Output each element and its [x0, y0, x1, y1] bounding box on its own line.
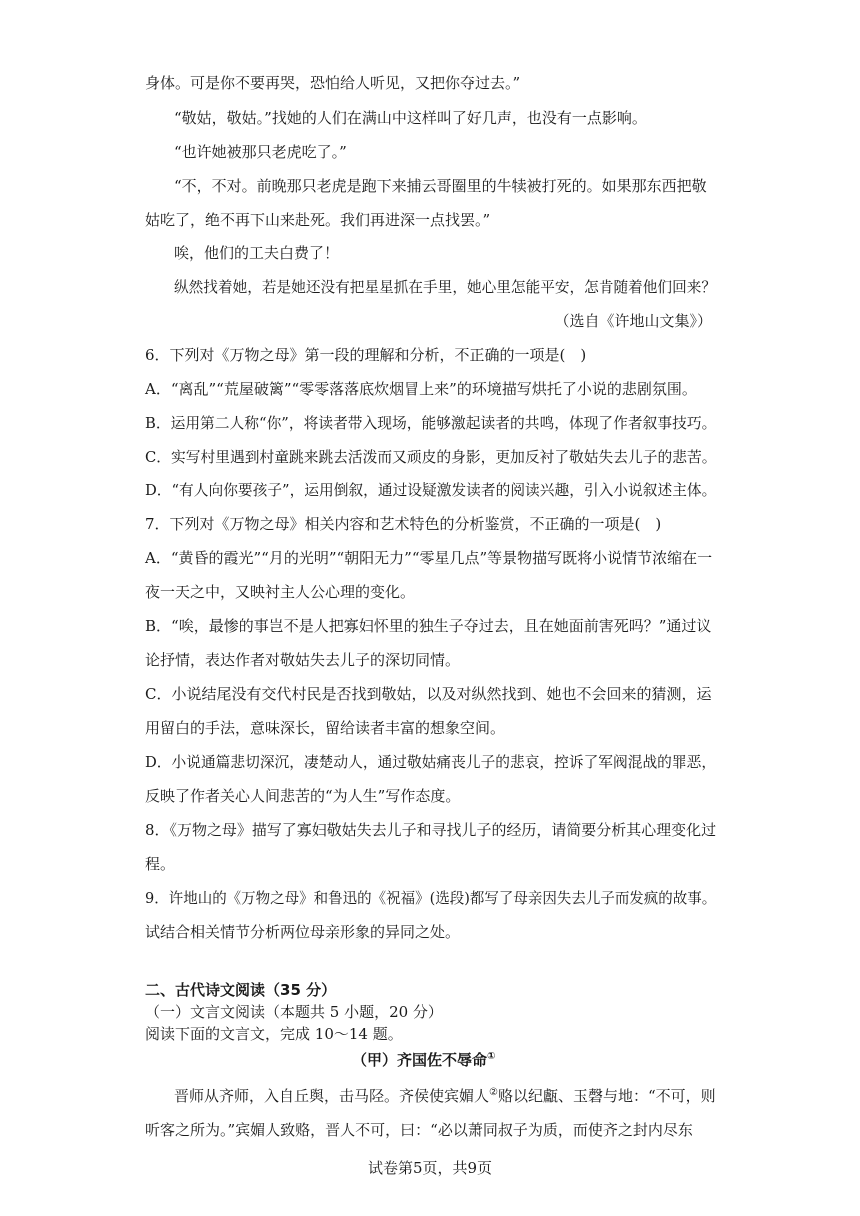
passage-title-text: （甲）齐国佐不辱命 [352, 1051, 488, 1069]
passage-title [352, 1050, 495, 1070]
q6-option-c: C．实写村里遇到村童跳来跳去活泼而又顽皮的身影，更加反衬了敬姑失去儿子的悲苦。 [145, 448, 717, 466]
subsection-heading: （一）文言文阅读（本题共 5 小题，20 分） [145, 1003, 443, 1021]
passage-line-1-part-a: 晋师从齐师，入自丘舆，击马陉。齐侯使宾媚人 [174, 1087, 490, 1105]
reading-instruction: 阅读下面的文言文，完成 10～14 题。 [145, 1025, 403, 1043]
footnote-marker-1: ① [487, 1051, 496, 1062]
story-line-2: “敬姑，敬姑。”找她的人们在满山中这样叫了好几声，也没有一点影响。 [174, 109, 647, 127]
q6-option-a: A．“离乱”“荒屋破篱”“零零落落底炊烟冒上来”的环境描写烘托了小说的悲剧氛围。 [145, 380, 697, 398]
story-line-1: 身体。可是你不要再哭，恐怕给人听见，又把你夺过去。” [145, 74, 521, 92]
page-footer: 试卷第5页，共9页 [367, 1159, 493, 1177]
footnote-marker-2: ② [489, 1087, 498, 1098]
q7-option-c-line-1: C．小说结尾没有交代村民是否找到敬姑，以及对纵然找到、她也不会回来的猜测，运 [145, 685, 712, 703]
section-heading: 二、古代诗文阅读（35 分） [145, 981, 337, 999]
passage-line-2: 听客之所为。”宾媚人致赂，晋人不可，曰：“必以萧同叔子为质，而使齐之封内尽东 [145, 1121, 693, 1139]
q9-line-1: 9．许地山的《万物之母》和鲁迅的《祝福》(选段)都写了母亲因失去儿子而发疯的故事。 [145, 889, 717, 907]
story-line-7: 纵然找着她，若是她还没有把星星抓在手里，她心里怎能平安，怎肯随着他们回来？ [174, 278, 717, 296]
story-line-4: “不，不对。前晚那只老虎是跑下来捕云哥圈里的牛犊被打死的。如果那东西把敬 [174, 177, 707, 195]
q7-option-a-line-1: A．“黄昏的霞光”“月的光明”“朝阳无力”“零星几点”等景物描写既将小说情节浓缩在一 [145, 549, 713, 567]
q7-option-d-line-2: 反映了作者关心人间悲苦的“为人生”写作态度。 [145, 787, 461, 805]
q8-line-1: 8．《万物之母》描写了寡妇敬姑失去儿子和寻找儿子的经历，请简要分析其心理变化过 [145, 821, 717, 839]
q8-line-2: 程。 [145, 855, 176, 873]
q7-option-c-line-2: 用留白的手法，意味深长，留给读者丰富的想象空间。 [145, 719, 506, 737]
q7-option-b-line-1: B．“唉，最惨的事岂不是人把寡妇怀里的独生子夺过去，且在她面前害死吗？”通过议 [145, 617, 712, 635]
q9-line-2: 试结合相关情节分析两位母亲形象的异同之处。 [145, 923, 461, 941]
story-line-5: 姑吃了，绝不再下山来赴死。我们再进深一点找罢。” [145, 211, 491, 229]
q7-option-d-line-1: D．小说通篇悲切深沉，凄楚动人，通过敬姑痛丧儿子的悲哀，控诉了军阀混战的罪恶， [145, 753, 717, 771]
story-line-3: “也许她被那只老虎吃了。” [174, 143, 347, 161]
q7-option-b-line-2: 论抒情，表达作者对敬姑失去儿子的深切同情。 [145, 651, 461, 669]
q6-option-b: B．运用第二人称“你”，将读者带入现场，能够激起读者的共鸣，体现了作者叙事技巧。 [145, 414, 717, 432]
passage-line-1 [174, 1086, 716, 1106]
story-line-6: 唉，他们的工夫白费了！ [174, 244, 340, 262]
q6-stem: 6．下列对《万物之母》第一段的理解和分析，不正确的一项是( ) [145, 346, 587, 364]
passage-line-1-part-b: 赂以纪甗、玉磬与地：“不可，则 [497, 1087, 716, 1105]
q7-option-a-line-2: 夜一天之中，又映衬主人公心理的变化。 [145, 583, 416, 601]
q7-stem: 7．下列对《万物之母》相关内容和艺术特色的分析鉴赏，不正确的一项是( ) [145, 515, 662, 533]
q6-option-d: D．“有人向你要孩子”，运用倒叙，通过设疑激发读者的阅读兴趣，引入小说叙述主体。 [145, 481, 717, 499]
source-citation: （选自《许地山文集》） [554, 312, 712, 330]
